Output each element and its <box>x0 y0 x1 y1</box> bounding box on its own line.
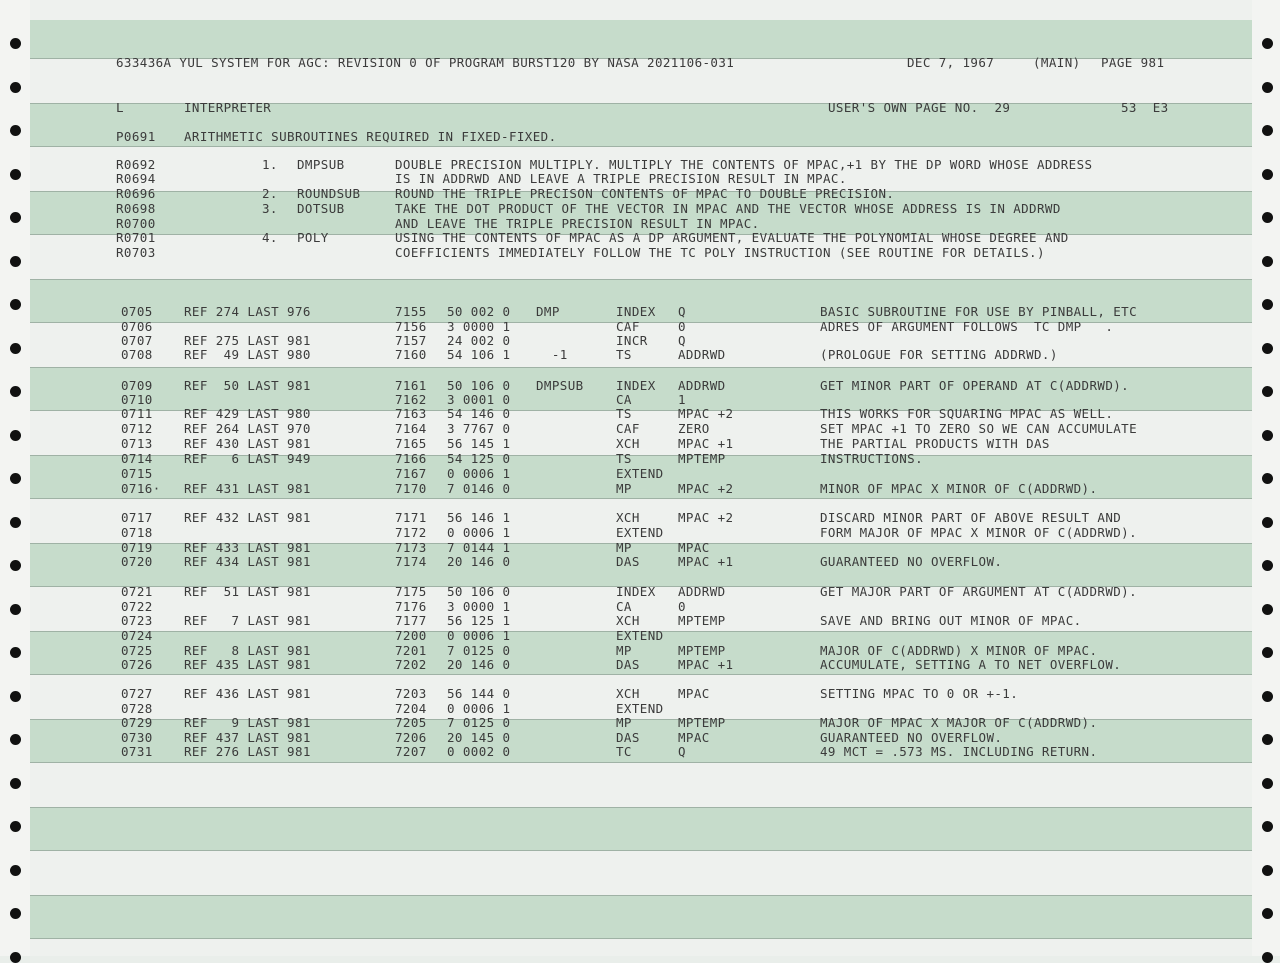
memory-address: 7200 <box>395 628 427 643</box>
feed-hole <box>10 517 21 528</box>
comment: GET MAJOR PART OF ARGUMENT AT C(ADDRWD). <box>820 584 1138 599</box>
feed-hole <box>10 169 21 180</box>
line-number: 0707 <box>121 333 153 348</box>
operand: MPAC <box>678 686 710 701</box>
opcode: TS <box>616 347 632 362</box>
octal-word: 0 0006 1 <box>447 701 511 716</box>
operand: MPAC +2 <box>678 510 734 525</box>
octal-word: 50 002 0 <box>447 304 511 319</box>
memory-address: 7201 <box>395 643 427 658</box>
octal-word: 54 146 0 <box>447 406 511 421</box>
opcode: INDEX <box>616 584 656 599</box>
opcode: XCH <box>616 613 640 628</box>
memory-address: 7157 <box>395 333 427 348</box>
row-rule <box>30 674 1252 675</box>
remark-id: R0700 <box>116 216 156 231</box>
feed-hole <box>10 125 21 136</box>
remark-text: USING THE CONTENTS OF MPAC AS A DP ARGUMENT, EVALUATE THE POLYNOMIAL WHOSE DEGREE AND <box>395 230 1069 245</box>
octal-word: 0 0006 1 <box>447 525 511 540</box>
opcode: DAS <box>616 554 640 569</box>
octal-word: 56 144 0 <box>447 686 511 701</box>
green-band <box>30 895 1252 938</box>
line-number: 0726 <box>121 657 153 672</box>
feed-hole <box>1262 691 1273 702</box>
memory-address: 7172 <box>395 525 427 540</box>
feed-hole <box>1262 604 1273 615</box>
cross-reference: REF 433 LAST 981 <box>184 540 311 555</box>
feed-hole <box>10 647 21 658</box>
comment: GUARANTEED NO OVERFLOW. <box>820 554 1003 569</box>
octal-word: 24 002 0 <box>447 333 511 348</box>
line-number: 0728 <box>121 701 153 716</box>
remark-number: 2. <box>262 186 278 201</box>
comment: 49 MCT = .573 MS. INCLUDING RETURN. <box>820 744 1098 759</box>
feed-hole <box>1262 212 1273 223</box>
operand: MPTEMP <box>678 451 726 466</box>
operand: Q <box>678 304 686 319</box>
octal-word: 56 146 1 <box>447 510 511 525</box>
line-number: 0711 <box>121 406 153 421</box>
memory-address: 7162 <box>395 392 427 407</box>
octal-word: 3 7767 0 <box>447 421 511 436</box>
octal-word: 56 125 1 <box>447 613 511 628</box>
opcode: EXTEND <box>616 466 664 481</box>
comment: SETTING MPAC TO 0 OR +-1. <box>820 686 1019 701</box>
octal-word: 54 106 1 <box>447 347 511 362</box>
remark-number: 3. <box>262 201 278 216</box>
symbol-label: -1 <box>536 347 568 362</box>
feed-hole <box>10 778 21 789</box>
line-number: 0710 <box>121 392 153 407</box>
cross-reference: REF 429 LAST 980 <box>184 406 311 421</box>
line-number: 0718 <box>121 525 153 540</box>
comment: MAJOR OF C(ADDRWD) X MINOR OF MPAC. <box>820 643 1098 658</box>
cross-reference: REF 49 LAST 980 <box>184 347 311 362</box>
memory-address: 7175 <box>395 584 427 599</box>
line-number: 0721 <box>121 584 153 599</box>
comment: ACCUMULATE, SETTING A TO NET OVERFLOW. <box>820 657 1122 672</box>
cross-reference: REF 50 LAST 981 <box>184 378 311 393</box>
memory-address: 7174 <box>395 554 427 569</box>
feed-hole <box>10 430 21 441</box>
operand: 1 <box>678 392 686 407</box>
feed-hole <box>1262 343 1273 354</box>
octal-word: 7 0144 1 <box>447 540 511 555</box>
opcode: XCH <box>616 510 640 525</box>
feed-hole <box>1262 865 1273 876</box>
operand: 0 <box>678 599 686 614</box>
comment: SAVE AND BRING OUT MINOR OF MPAC. <box>820 613 1082 628</box>
line-number: 0723 <box>121 613 153 628</box>
memory-address: 7203 <box>395 686 427 701</box>
feed-hole <box>10 299 21 310</box>
row-rule <box>30 279 1252 280</box>
comment: (PROLOGUE FOR SETTING ADDRWD.) <box>820 347 1058 362</box>
remark-text: TAKE THE DOT PRODUCT OF THE VECTOR IN MPAC AND THE VECTOR WHOSE ADDRESS IS IN ADDRWD <box>395 201 1061 216</box>
octal-word: 20 146 0 <box>447 657 511 672</box>
cross-reference: REF 275 LAST 981 <box>184 333 311 348</box>
comment: MAJOR OF MPAC X MAJOR OF C(ADDRWD). <box>820 715 1098 730</box>
opcode: TC <box>616 744 632 759</box>
feed-hole <box>1262 386 1273 397</box>
line-number: 0709 <box>121 378 153 393</box>
octal-word: 50 106 0 <box>447 584 511 599</box>
memory-address: 7176 <box>395 599 427 614</box>
memory-address: 7164 <box>395 421 427 436</box>
comment: GET MINOR PART OF OPERAND AT C(ADDRWD). <box>820 378 1130 393</box>
section-name: INTERPRETER <box>184 100 272 115</box>
remark-number: 4. <box>262 230 278 245</box>
feed-hole <box>10 212 21 223</box>
cross-reference: REF 7 LAST 981 <box>184 613 311 628</box>
opcode: XCH <box>616 686 640 701</box>
cross-reference: REF 431 LAST 981 <box>184 481 311 496</box>
line-number: 0730 <box>121 730 153 745</box>
remark-subroutine: DMPSUB <box>297 157 345 172</box>
comment: THE PARTIAL PRODUCTS WITH DAS <box>820 436 1050 451</box>
operand: MPTEMP <box>678 613 726 628</box>
memory-address: 7167 <box>395 466 427 481</box>
octal-word: 0 0006 1 <box>447 628 511 643</box>
opcode: TS <box>616 406 632 421</box>
cross-reference: REF 6 LAST 949 <box>184 451 311 466</box>
feed-hole <box>10 734 21 745</box>
opcode: MP <box>616 481 632 496</box>
feed-hole <box>10 473 21 484</box>
feed-hole <box>10 560 21 571</box>
line-number: 0706 <box>121 319 153 334</box>
opcode: INDEX <box>616 378 656 393</box>
feed-hole <box>10 82 21 93</box>
memory-address: 7207 <box>395 744 427 759</box>
listing-date: DEC 7, 1967 <box>907 55 995 70</box>
operand: ZERO <box>678 421 710 436</box>
cross-reference: REF 264 LAST 970 <box>184 421 311 436</box>
feed-hole <box>10 952 21 963</box>
octal-word: 50 106 0 <box>447 378 511 393</box>
memory-address: 7173 <box>395 540 427 555</box>
comment: ADRES OF ARGUMENT FOLLOWS TC DMP . <box>820 319 1114 334</box>
octal-word: 3 0001 0 <box>447 392 511 407</box>
feed-hole <box>10 821 21 832</box>
opcode: XCH <box>616 436 640 451</box>
operand: MPAC +2 <box>678 481 734 496</box>
memory-address: 7204 <box>395 701 427 716</box>
feed-hole <box>1262 734 1273 745</box>
operand: Q <box>678 333 686 348</box>
opcode: EXTEND <box>616 701 664 716</box>
remark-id: P0691 <box>116 129 156 144</box>
symbol-label: DMPSUB <box>536 378 584 393</box>
comment: GUARANTEED NO OVERFLOW. <box>820 730 1003 745</box>
operand: ADDRWD <box>678 378 726 393</box>
feed-hole <box>1262 430 1273 441</box>
feed-hole <box>10 604 21 615</box>
octal-word: 3 0000 1 <box>447 599 511 614</box>
operand: MPAC <box>678 540 710 555</box>
line-number: 0724 <box>121 628 153 643</box>
opcode: INDEX <box>616 304 656 319</box>
remark-subroutine: ROUNDSUB <box>297 186 361 201</box>
remark-number: 1. <box>262 157 278 172</box>
memory-address: 7205 <box>395 715 427 730</box>
opcode: CA <box>616 599 632 614</box>
row-rule <box>30 498 1252 499</box>
opcode: CAF <box>616 421 640 436</box>
line-number: 0720 <box>121 554 153 569</box>
cross-reference: REF 274 LAST 976 <box>184 304 311 319</box>
memory-address: 7171 <box>395 510 427 525</box>
opcode: DAS <box>616 657 640 672</box>
operand: MPAC +2 <box>678 406 734 421</box>
remark-text: IS IN ADDRWD AND LEAVE A TRIPLE PRECISION RESULT IN MPAC. <box>395 171 847 186</box>
cross-reference: REF 51 LAST 981 <box>184 584 311 599</box>
cross-reference: REF 434 LAST 981 <box>184 554 311 569</box>
line-number: 0715 <box>121 466 153 481</box>
line-number: 0716· <box>121 481 161 496</box>
operand: MPAC <box>678 730 710 745</box>
comment: FORM MAJOR OF MPAC X MINOR OF C(ADDRWD). <box>820 525 1138 540</box>
symbol-label: DMP <box>536 304 560 319</box>
cross-reference: REF 430 LAST 981 <box>184 436 311 451</box>
feed-hole <box>1262 778 1273 789</box>
octal-word: 7 0125 0 <box>447 715 511 730</box>
octal-word: 56 145 1 <box>447 436 511 451</box>
octal-word: 54 125 0 <box>447 451 511 466</box>
octal-word: 3 0000 1 <box>447 319 511 334</box>
feed-hole <box>10 343 21 354</box>
operand: MPTEMP <box>678 715 726 730</box>
log-mark: L <box>116 100 124 115</box>
remark-id: R0694 <box>116 171 156 186</box>
section-code: 53 E3 <box>1121 100 1169 115</box>
row-rule <box>30 367 1252 368</box>
memory-address: 7165 <box>395 436 427 451</box>
feed-hole <box>1262 82 1273 93</box>
remark-subroutine: DOTSUB <box>297 201 345 216</box>
opcode: TS <box>616 451 632 466</box>
feed-hole <box>1262 908 1273 919</box>
feed-hole <box>1262 38 1273 49</box>
cross-reference: REF 437 LAST 981 <box>184 730 311 745</box>
line-number: 0725 <box>121 643 153 658</box>
operand: MPAC +1 <box>678 554 734 569</box>
row-rule <box>30 762 1252 763</box>
remark-subroutine: POLY <box>297 230 329 245</box>
comment: BASIC SUBROUTINE FOR USE BY PINBALL, ETC <box>820 304 1138 319</box>
remark-id: R0698 <box>116 201 156 216</box>
feed-hole <box>1262 473 1273 484</box>
feed-hole <box>10 38 21 49</box>
comment: SET MPAC +1 TO ZERO SO WE CAN ACCUMULATE <box>820 421 1138 436</box>
line-number: 0727 <box>121 686 153 701</box>
memory-address: 7202 <box>395 657 427 672</box>
user-page-number: USER'S OWN PAGE NO. 29 <box>828 100 1011 115</box>
memory-address: 7206 <box>395 730 427 745</box>
feed-hole <box>10 691 21 702</box>
remark-id: R0692 <box>116 157 156 172</box>
feed-hole <box>1262 125 1273 136</box>
comment: INSTRUCTIONS. <box>820 451 924 466</box>
line-number: 0708 <box>121 347 153 362</box>
opcode: EXTEND <box>616 628 664 643</box>
opcode: INCR <box>616 333 648 348</box>
operand: ADDRWD <box>678 584 726 599</box>
octal-word: 0 0006 1 <box>447 466 511 481</box>
opcode: MP <box>616 643 632 658</box>
remark-text: COEFFICIENTS IMMEDIATELY FOLLOW THE TC POLY INSTRUCTION (SEE ROUTINE FOR DETAILS.) <box>395 245 1045 260</box>
opcode: EXTEND <box>616 525 664 540</box>
row-rule <box>30 807 1252 808</box>
remark-id: R0703 <box>116 245 156 260</box>
operand: Q <box>678 744 686 759</box>
listing-title: 633436A YUL SYSTEM FOR AGC: REVISION 0 OF PROGRAM BURST120 BY NASA 2021106-031 <box>116 55 735 70</box>
comment: DISCARD MINOR PART OF ABOVE RESULT AND <box>820 510 1122 525</box>
opcode: CAF <box>616 319 640 334</box>
line-number: 0722 <box>121 599 153 614</box>
listing-mode: (MAIN) <box>1033 55 1081 70</box>
line-number: 0714 <box>121 451 153 466</box>
opcode: MP <box>616 715 632 730</box>
operand: MPTEMP <box>678 643 726 658</box>
cross-reference: REF 435 LAST 981 <box>184 657 311 672</box>
line-number: 0729 <box>121 715 153 730</box>
feed-hole <box>10 908 21 919</box>
feed-hole <box>1262 952 1273 963</box>
operand: 0 <box>678 319 686 334</box>
row-rule <box>30 938 1252 939</box>
page-number: PAGE 981 <box>1101 55 1165 70</box>
memory-address: 7166 <box>395 451 427 466</box>
feed-hole <box>1262 560 1273 571</box>
octal-word: 7 0125 0 <box>447 643 511 658</box>
feed-hole <box>1262 256 1273 267</box>
octal-word: 0 0002 0 <box>447 744 511 759</box>
octal-word: 20 146 0 <box>447 554 511 569</box>
memory-address: 7155 <box>395 304 427 319</box>
line-number: 0713 <box>121 436 153 451</box>
feed-hole <box>1262 821 1273 832</box>
green-band <box>30 807 1252 850</box>
operand: MPAC +1 <box>678 657 734 672</box>
feed-hole <box>1262 169 1273 180</box>
opcode: CA <box>616 392 632 407</box>
row-rule <box>30 850 1252 851</box>
cross-reference: REF 436 LAST 981 <box>184 686 311 701</box>
octal-word: 7 0146 0 <box>447 481 511 496</box>
memory-address: 7177 <box>395 613 427 628</box>
remark-text: ARITHMETIC SUBROUTINES REQUIRED IN FIXED-FIXED. <box>184 129 557 144</box>
line-number: 0731 <box>121 744 153 759</box>
opcode: MP <box>616 540 632 555</box>
row-rule <box>30 895 1252 896</box>
octal-word: 20 145 0 <box>447 730 511 745</box>
green-band <box>30 20 1252 58</box>
line-number: 0717 <box>121 510 153 525</box>
cross-reference: REF 276 LAST 981 <box>184 744 311 759</box>
memory-address: 7156 <box>395 319 427 334</box>
memory-address: 7160 <box>395 347 427 362</box>
feed-hole <box>1262 517 1273 528</box>
cross-reference: REF 9 LAST 981 <box>184 715 311 730</box>
remark-text: AND LEAVE THE TRIPLE PRECISION RESULT IN MPAC. <box>395 216 760 231</box>
feed-hole <box>1262 647 1273 658</box>
remark-text: DOUBLE PRECISION MULTIPLY. MULTIPLY THE CONTENTS OF MPAC,+1 BY THE DP WORD WHOSE ADDRESS <box>395 157 1093 172</box>
line-number: 0705 <box>121 304 153 319</box>
feed-hole <box>10 865 21 876</box>
feed-hole <box>1262 299 1273 310</box>
row-rule <box>30 146 1252 147</box>
feed-hole <box>10 386 21 397</box>
operand: ADDRWD <box>678 347 726 362</box>
cross-reference: REF 8 LAST 981 <box>184 643 311 658</box>
memory-address: 7161 <box>395 378 427 393</box>
comment: THIS WORKS FOR SQUARING MPAC AS WELL. <box>820 406 1114 421</box>
memory-address: 7163 <box>395 406 427 421</box>
remark-id: R0701 <box>116 230 156 245</box>
memory-address: 7170 <box>395 481 427 496</box>
opcode: DAS <box>616 730 640 745</box>
remark-id: R0696 <box>116 186 156 201</box>
operand: MPAC +1 <box>678 436 734 451</box>
remark-text: ROUND THE TRIPLE PRECISON CONTENTS OF MPAC TO DOUBLE PRECISION. <box>395 186 895 201</box>
feed-hole <box>10 256 21 267</box>
comment: MINOR OF MPAC X MINOR OF C(ADDRWD). <box>820 481 1098 496</box>
cross-reference: REF 432 LAST 981 <box>184 510 311 525</box>
line-number: 0719 <box>121 540 153 555</box>
line-number: 0712 <box>121 421 153 436</box>
